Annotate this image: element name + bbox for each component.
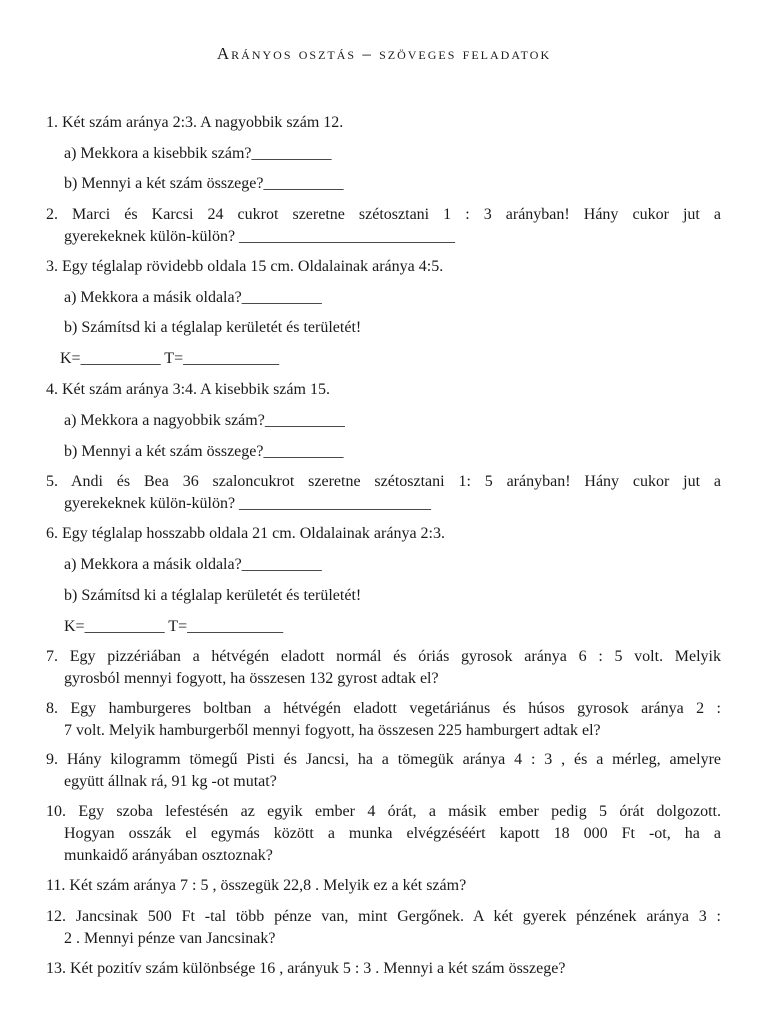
q6-stem: 6. Egy téglalap hosszabb oldala 21 cm. Oldalainak aránya 2:3. [46,525,445,542]
q3-b: b) Számítsd ki a téglalap kerületét és területét! [64,319,362,336]
q2-line1: 2. Marci és Karcsi 24 cukrot szeretne szétosztani 1 : 3 arányban! Hány cukor jut a [46,206,721,223]
q10-line1: 10. Egy szoba lefestésén az egyik ember 4 órát, a másik ember pedig 5 órát dolgozott. [46,803,721,820]
q9-line1: 9. Hány kilogramm tömegű Pisti és Jancsi, ha a tömegük aránya 4 : 3 , és a mérleg, amelyre [46,751,721,768]
q4-stem: 4. Két szám aránya 3:4. A kisebbik szám 15. [46,381,330,398]
q4-a: a) Mekkora a nagyobbik szám?__________ [64,412,345,429]
q1-a: a) Mekkora a kisebbik szám?__________ [64,145,332,162]
q6-kt: K=__________ T=____________ [64,618,284,635]
q1-b: b) Mennyi a két szám összege?__________ [64,175,344,192]
q10-line3: munkaidő arányában osztoznak? [64,847,273,864]
q5-line1: 5. Andi és Bea 36 szaloncukrot szeretne szétosztani 1: 5 arányban! Hány cukor jut a [46,473,721,490]
q8-text [46,698,721,742]
q5-text [46,471,721,515]
q10-line2: Hogyan osszák el egymás között a munka elvégzéséért kapott 18 000 Ft -ot, ha a [64,825,721,842]
q9-line2: együtt állnak rá, 91 kg -ot mutat? [64,773,277,790]
q4-b: b) Mennyi a két szám összege?__________ [64,443,344,460]
q12-line1: 12. Jancsinak 500 Ft -tal több pénze van, mint Gergőnek. A két gyerek pénzének aránya 3 : [46,908,721,925]
q8-line2: 7 volt. Melyik hamburgerből mennyi fogyott, ha összesen 225 hamburgert adtak el? [64,722,601,739]
page-title: Arányos osztás – szöveges feladatok [216,44,552,63]
q10-text [46,801,721,867]
q3-kt: K=__________ T=____________ [60,350,280,367]
q5-line2: gyerekeknek külön-külön? ________________________ [64,495,432,512]
q2-line2: gyerekeknek külön-külön? ___________________________ [64,228,456,245]
q13-stem: 13. Két pozitív szám különbsége 16 , arányuk 5 : 3 . Mennyi a két szám összege? [46,960,566,977]
q12-text [46,906,721,950]
q11-stem: 11. Két szám aránya 7 : 5 , összegük 22,8 . Melyik ez a két szám? [46,877,467,894]
q12-line2: 2 . Mennyi pénze van Jancsinak? [64,930,276,947]
q7-text [46,646,721,690]
q7-line1: 7. Egy pizzériában a hétvégén eladott normál és óriás gyrosok aránya 6 : 5 volt. Melyik [46,648,721,665]
q2-text [46,204,721,248]
q7-line2: gyrosból mennyi fogyott, ha összesen 132 gyrost adtak el? [64,670,439,687]
q3-a: a) Mekkora a másik oldala?__________ [64,289,322,306]
q6-a: a) Mekkora a másik oldala?__________ [64,556,322,573]
q3-stem: 3. Egy téglalap rövidebb oldala 15 cm. Oldalainak aránya 4:5. [46,258,444,275]
q1-stem: 1. Két szám aránya 2:3. A nagyobbik szám 12. [46,114,344,131]
q8-line1: 8. Egy hamburgeres boltban a hétvégén eladott vegetáriánus és húsos gyrosok aránya 2 : [46,700,721,717]
q6-b: b) Számítsd ki a téglalap kerületét és területét! [64,587,362,604]
q9-text [46,749,721,793]
